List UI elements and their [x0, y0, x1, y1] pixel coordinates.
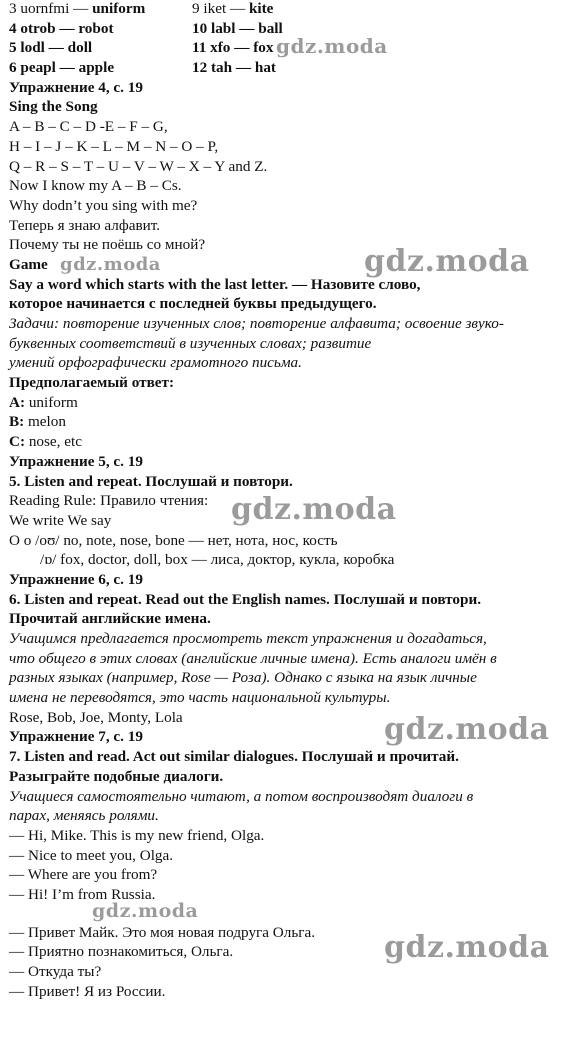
- exercise-7-heading: Упражнение 7, с. 19: [9, 728, 143, 746]
- exercise-5-heading: Упражнение 5, с. 19: [9, 452, 143, 470]
- exercise-6-task: 6. Listen and repeat. Read out the English names. Послушай и повтори.: [9, 590, 482, 608]
- goals-note: буквенных соответствий в изученных словах; развитие: [9, 334, 372, 352]
- exercise-6-note: Учащимся предлагается просмотреть текст упражнения и догадаться,: [9, 630, 487, 647]
- exercise-6-heading: Упражнение 6, с. 19: [9, 570, 143, 588]
- dialogue-line: — Привет Майк. Это моя новая подруга Ольга.: [9, 923, 316, 941]
- pair-left: 3 uornfmi — uniform: [9, 0, 146, 17]
- answer-item: C: nose, etc: [9, 433, 82, 451]
- watermark: gdz.moda: [364, 244, 530, 279]
- watermark: gdz.moda: [60, 254, 161, 275]
- rule-line: O o /oʊ/ no, note, nose, bone — нет, нота, нос, кость: [9, 531, 338, 549]
- pair-right: 9 iket — kite: [192, 0, 274, 17]
- reading-rule: Reading Rule: Правило чтения:: [9, 492, 209, 510]
- goals-note: Задачи: повторение изученных слов; повторение алфавита; освоение звуко-: [9, 315, 504, 332]
- dialogue-line: — Откуда ты?: [9, 963, 102, 980]
- game-task: которое начинается с последней буквы предыдущего.: [9, 295, 377, 313]
- pair-row: [9, 58, 571, 78]
- answer-item: B: melon: [9, 413, 66, 431]
- exercise-7-note: парах, меняясь ролями.: [9, 807, 159, 825]
- dialogue-line: — Приятно познакомиться, Ольга.: [9, 943, 234, 961]
- goals-note: умений орфографически грамотного письма.: [9, 354, 302, 372]
- exercise-4-heading: Упражнение 4, с. 19: [9, 78, 143, 96]
- song-title: Sing the Song: [9, 98, 98, 116]
- song-line: Now I know my A – B – Cs.: [9, 177, 182, 195]
- song-line: Why dodn’t you sing with me?: [9, 196, 198, 214]
- song-line: Q – R – S – T – U – V – W – X – Y and Z.: [9, 157, 268, 175]
- exercise-6-note: что общего в этих словах (английские личные имена). Есть аналоги имён в: [9, 649, 497, 667]
- exercise-7-task: 7. Listen and read. Act out similar dialogues. Послушай и прочитай.: [9, 748, 459, 766]
- write-say-header: We write We say: [9, 511, 112, 529]
- exercise-6-note: разных языках (например, Rose — Роза). Однако с языка на язык личные: [9, 669, 477, 687]
- pair-right: 11 xfo — fox: [192, 39, 274, 57]
- pair-left: 4 otrob — robot: [9, 19, 114, 37]
- exercise-5-task: 5. Listen and repeat. Послушай и повтори.: [9, 472, 293, 490]
- watermark: gdz.moda: [231, 492, 397, 527]
- dialogue-line: — Hi! I’m from Russia.: [9, 885, 156, 903]
- dialogue-line: — Hi, Mike. This is my new friend, Olga.: [9, 826, 265, 844]
- pair-right: 10 labl — ball: [192, 19, 283, 37]
- dialogue-line: — Where are you from?: [9, 866, 158, 884]
- names-list: Rose, Bob, Joe, Monty, Lola: [9, 708, 183, 726]
- pair-left: 5 lodl — doll: [9, 39, 93, 57]
- pair-right: 12 tah — hat: [192, 59, 276, 77]
- watermark: gdz.moda: [384, 712, 550, 747]
- exercise-7-task: Разыграйте подобные диалоги.: [9, 767, 224, 785]
- game-label: Game: [9, 255, 48, 273]
- pair-left: 6 peapl — apple: [9, 59, 115, 77]
- game-task: Say a word which starts with the last letter. — Назовите слово,: [9, 275, 421, 293]
- rule-line: /ɒ/ fox, doctor, doll, box — лиса, доктор, кукла, коробка: [40, 551, 395, 569]
- song-line: A – B – C – D -E – F – G,: [9, 118, 168, 136]
- song-line: Теперь я знаю алфавит.: [9, 216, 161, 234]
- exercise-7-note: Учащиеся самостоятельно читают, а потом воспроизводят диалоги в: [9, 787, 474, 805]
- watermark: gdz.moda: [276, 34, 388, 58]
- exercise-6-note: имена не переводятся, это часть национальной культуры.: [9, 689, 391, 707]
- dialogue-line: — Nice to meet you, Olga.: [9, 846, 174, 864]
- answer-label: Предполагаемый ответ:: [9, 374, 175, 392]
- pair-row: [9, 0, 571, 19]
- watermark: gdz.moda: [384, 930, 550, 965]
- exercise-6-task: Прочитай английские имена.: [9, 610, 211, 628]
- song-line: H – I – J – K – L – M – N – O – P,: [9, 137, 219, 155]
- answer-item: A: uniform: [9, 393, 78, 411]
- watermark: gdz.moda: [92, 900, 199, 922]
- dialogue-line: — Привет! Я из России.: [9, 982, 166, 1000]
- song-line: Почему ты не поёшь со мной?: [9, 236, 206, 254]
